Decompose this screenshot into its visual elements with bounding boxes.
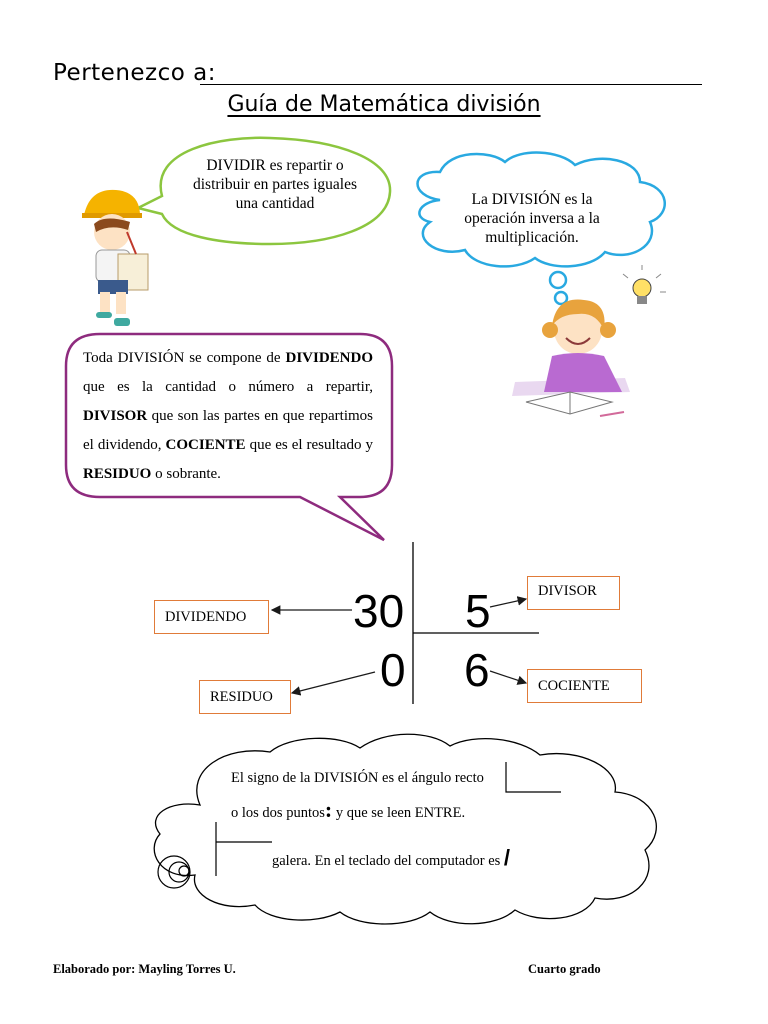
residue-label-box: RESIDUO <box>199 680 291 714</box>
dividend-label-box: DIVIDENDO <box>154 600 269 634</box>
divisor-label-box: DIVISOR <box>527 576 620 610</box>
colon-sign: : <box>324 797 333 822</box>
owner-label: Pertenezco a: <box>53 60 216 86</box>
girl-reading-icon <box>512 300 630 416</box>
page-title-text: Guía de Matemática división <box>227 92 541 117</box>
parts-text-5: o sobrante. <box>151 466 221 482</box>
parts-text-3: que son las partes en que repartimos el dividendo, <box>83 408 373 453</box>
definition-text: DIVIDIR es repartir o distribuir en partes iguales una cantidad <box>193 157 357 212</box>
slash-sign: / <box>503 845 511 870</box>
cloud-line-2b: y que se leen ENTRE. <box>332 805 466 821</box>
owner-name-line[interactable] <box>200 84 702 85</box>
cloud-line-1: El signo de la DIVISIÓN es el ángulo recto <box>231 770 484 786</box>
quotient-number: 6 <box>464 644 490 696</box>
divisor-number: 5 <box>465 585 491 637</box>
cloud-line-2 <box>231 797 465 823</box>
keyword-cociente: COCIENTE <box>165 437 246 453</box>
division-sign-cloud <box>154 734 656 924</box>
parts-text-1: Toda DIVISIÓN se compone de <box>83 350 286 366</box>
page-title <box>0 92 768 117</box>
footer-author: Elaborado por: Mayling Torres U. <box>53 962 236 976</box>
quotient-label-box: COCIENTE <box>527 669 642 703</box>
lightbulb-icon <box>623 265 666 304</box>
footer-grade: Cuarto grado <box>528 962 601 976</box>
dividend-number: 30 <box>353 585 405 637</box>
parts-text <box>83 344 373 489</box>
parts-text-2: que es la cantidad o número a repartir, <box>83 379 373 395</box>
residue-number: 0 <box>380 644 406 696</box>
cloud-line-2a: o los dos puntos <box>231 805 325 821</box>
parts-text-4: que es el resultado y <box>245 437 373 453</box>
keyword-divisor: DIVISOR <box>83 408 148 424</box>
keyword-residuo: RESIDUO <box>83 466 152 482</box>
keyword-dividendo: DIVIDENDO <box>285 350 373 366</box>
cloud-line-3 <box>272 845 510 871</box>
cloud-line-3-text: galera. En el teclado del computador es <box>272 853 504 869</box>
inverse-text: La DIVISIÓN es la operación inversa a la multiplicación. <box>464 191 600 246</box>
boy-with-hardhat-icon <box>82 190 148 326</box>
